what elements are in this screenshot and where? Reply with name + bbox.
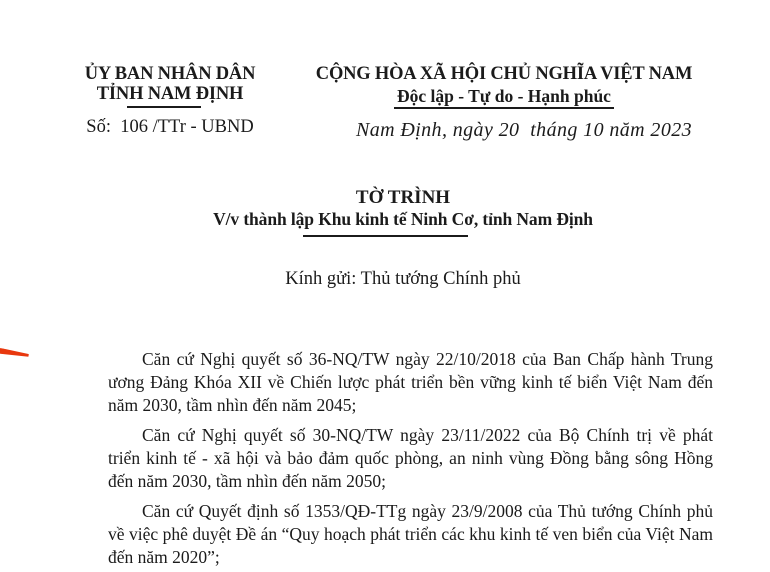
national-name: CỘNG HÒA XÃ HỘI CHỦ NGHĨA VIỆT NAM <box>315 64 693 84</box>
national-motto-row <box>292 86 716 109</box>
title-underline <box>303 235 468 237</box>
document-title: TỜ TRÌNH <box>355 187 451 208</box>
document-subject: V/v thành lập Khu kinh tế Ninh Cơ, tỉnh Nam Định <box>213 209 593 229</box>
title-block <box>100 188 706 230</box>
date-place-line: Nam Định, ngày 20 tháng 10 năm 2023 <box>355 119 693 141</box>
org-province: TỈNH NAM ĐỊNH <box>96 84 244 104</box>
org-underline <box>127 106 201 108</box>
document-body <box>108 348 713 572</box>
paragraph-basis-resolution-36: Căn cứ Nghị quyết số 36-NQ/TW ngày 22/10/2018 của Ban Chấp hành Trung ương Đảng Khóa XII về Chiến lược phát triển bền vững kinh tế biển Việt Nam đến năm 2030, tầm nhìn đến năm 2045; <box>108 349 713 415</box>
document-number: Số: 106 /TTr - UBND <box>86 117 254 137</box>
issuing-authority-block <box>61 64 279 138</box>
paragraph-basis-decision-1353: Căn cứ Quyết định số 1353/QĐ-TTg ngày 23/9/2008 của Thủ tướng Chính phủ về việc phê duyệt Đề án “Quy hoạch phát triển các khu kinh tế ven biển của Việt Nam đến năm 2020”; <box>108 501 713 567</box>
paragraph-basis-resolution-30: Căn cứ Nghị quyết số 30-NQ/TW ngày 23/11/2022 của Bộ Chính trị về phát triển kinh tế - xã hội và bảo đảm quốc phòng, an ninh vùng Đồng bằng sông Hồng đến năm 2030, tầm nhìn đến năm 2050; <box>108 425 713 491</box>
salutation-line: Kính gửi: Thủ tướng Chính phủ <box>285 269 521 289</box>
national-motto: Độc lập - Tự do - Hạnh phúc <box>394 86 614 109</box>
org-name: ỦY BAN NHÂN DÂN <box>84 64 256 84</box>
red-pen-mark <box>0 348 29 359</box>
national-header-block <box>292 64 716 142</box>
